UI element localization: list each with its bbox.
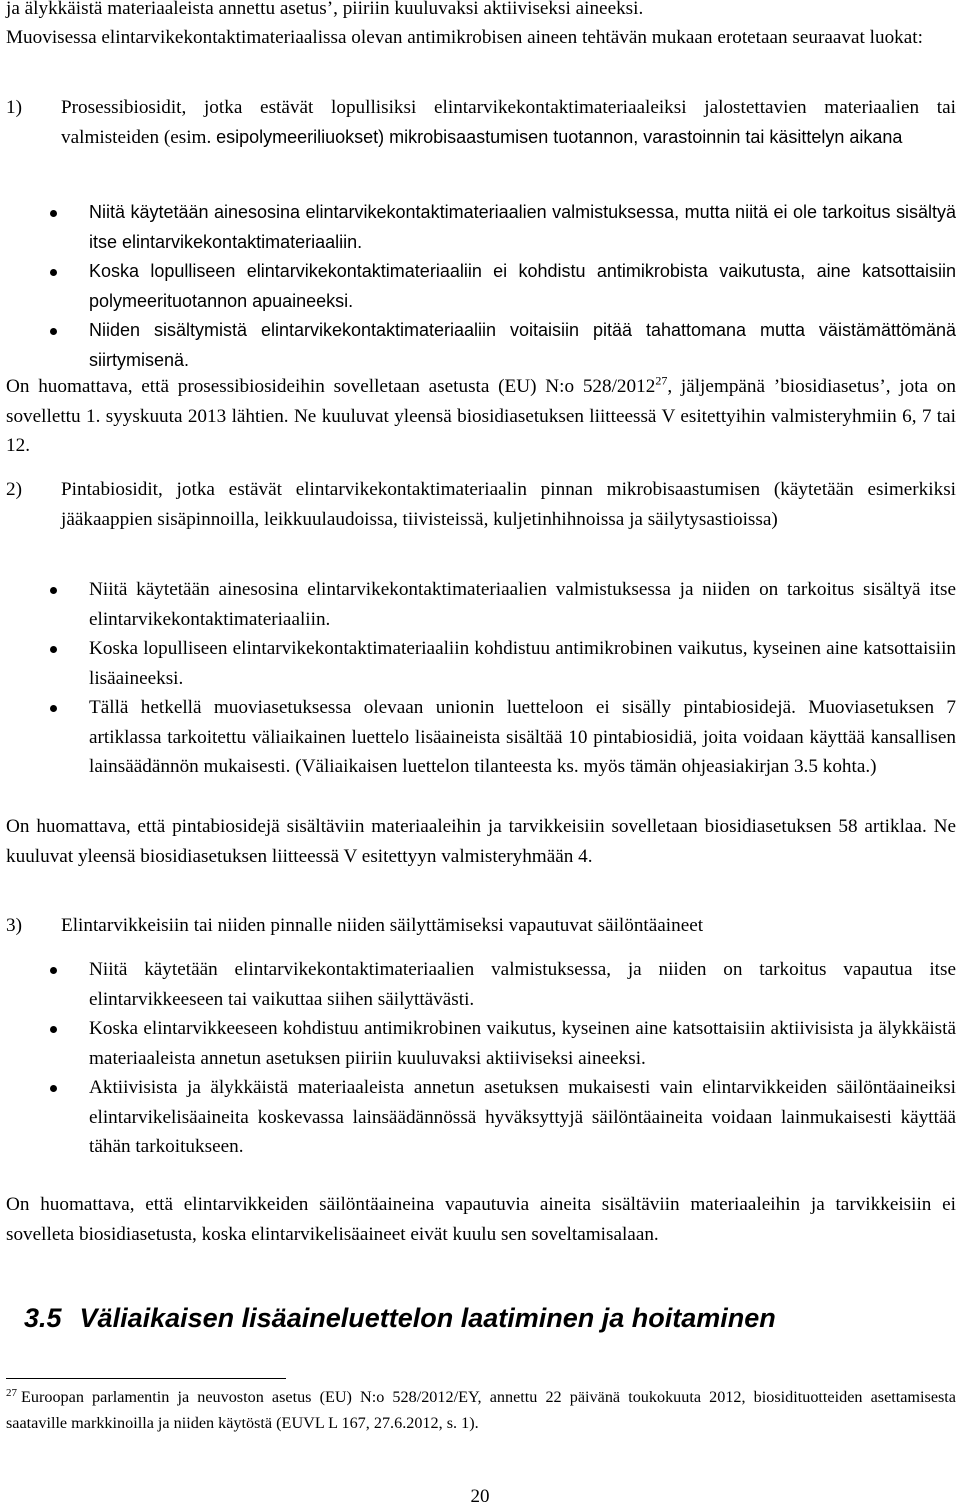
bullet-icon (50, 210, 57, 217)
bullet-icon (50, 1085, 57, 1092)
bullet-icon (50, 269, 57, 276)
bullet-icon (50, 587, 57, 594)
list-item-text: Koska elintarvikkeeseen kohdistuu antimikrobinen vaikutus, kyseinen aine katsottaisiin aktiivisista ja älykkäistä materiaaleista annetun asetuksen piiriin kuuluvaksi aktiiviseksi aineeksi. (89, 1018, 956, 1069)
list-item (0, 1014, 960, 1073)
section-heading (24, 1300, 776, 1336)
list-item (0, 316, 960, 375)
section-1 (6, 93, 956, 152)
list-item-text: Tällä hetkellä muoviasetuksessa olevaan unionin luetteloon ei sisälly pintabiosidejä. Muoviasetuksen 7 artiklassa tarkoitettu väliaikainen luettelo lisäaineista sisältää 10 pintabiosidiä, joita voidaan käyttää kansallisen lainsäädännön mukaisesti. (Väliaikaisen luettelon tilanteesta ks. myös tämän ohjeasiakirjan 3.5 kohta.) (89, 697, 956, 777)
list-item (0, 634, 960, 693)
list-item-text: Koska lopulliseen elintarvikekontaktimateriaaliin ei kohdistu antimikrobista vaikutusta, aine katsottaisiin polymeerituotannon apuaineeksi. (89, 261, 956, 311)
section-2-note-text: On huomattava, että pintabiosidejä sisältäviin materiaaleihin ja tarvikkeisiin sovelletaan biosidiasetuksen 58 artiklaa. Ne kuuluvat yleensä biosidiasetuksen liitteessä V esitettyyn valmisteryhmään 4. (6, 816, 956, 867)
list-item (0, 955, 960, 1014)
section-2-bullets (0, 575, 960, 782)
section-1-number: 1) (6, 97, 22, 118)
footnote-text: Euroopan parlamentin ja neuvoston asetus (EU) N:o 528/2012/EY, annettu 22 päivänä toukokuuta 2012, biosidituotteiden asettamisesta saataville markkinoilla ja niiden käytöstä (EUVL L 167, 27.6.2012, s. 1). (6, 1388, 956, 1432)
section-1-text-serif: Prosessibiosidit, jotka estävät lopullisiksi elintarvikekontaktimateriaaleiksi jalostettavien materiaalien tai valmisteiden (esim. (61, 97, 956, 148)
section-heading-number: 3.5 (24, 1303, 62, 1333)
section-3-text: Elintarvikkeisiin tai niiden pinnalle niiden säilyttämiseksi vapautuvat säilöntäaineet (61, 915, 704, 936)
section-1-note-before: On huomattava, että prosessibiosideihin sovelletaan asetusta (EU) N:o 528/2012 (6, 376, 656, 397)
section-3-bullets (0, 955, 960, 1162)
intro-line (6, 0, 956, 24)
bullet-icon (50, 705, 57, 712)
footnote-mark: 27 (6, 1386, 17, 1399)
bullet-icon (50, 967, 57, 974)
list-item (0, 1073, 960, 1162)
section-3-number: 3) (6, 915, 22, 936)
section-2 (6, 475, 956, 534)
section-1-text (61, 93, 956, 152)
intro-paragraph (6, 23, 956, 53)
footnote-divider (6, 1378, 286, 1379)
section-1-note (6, 372, 956, 461)
list-item-text: Niiden sisältymistä elintarvikekontaktimateriaaliin voitaisiin pitää tahattomana mutta väistämättömänä siirtymisenä. (89, 320, 956, 370)
list-item (0, 198, 960, 257)
footnote-reference[interactable]: 27 (655, 373, 668, 388)
section-2-note (6, 812, 956, 871)
list-item-text: Koska lopulliseen elintarvikekontaktimateriaaliin kohdistuu antimikrobinen vaikutus, kyseinen aine katsottaisiin lisäaineeksi. (89, 638, 956, 689)
intro-line-text: ja älykkäistä materiaaleista annettu asetus’, piiriin kuuluvaksi aktiiviseksi aineeksi. (6, 0, 644, 19)
section-3-note-text: On huomattava, että elintarvikkeiden säilöntäaineina vapautuvia aineita sisältäviin materiaaleihin ja tarvikkeisiin ei sovelleta biosidiasetusta, koska elintarvikelisäaineet eivät kuulu sen soveltamisalaan. (6, 1194, 956, 1245)
section-3 (6, 911, 956, 941)
section-heading-title: Väliaikaisen lisäaineluettelon laatiminen ja hoitaminen (79, 1303, 776, 1333)
section-2-number: 2) (6, 479, 22, 500)
list-item (0, 575, 960, 634)
section-2-text: Pintabiosidit, jotka estävät elintarvikekontaktimateriaalin pinnan mikrobisaastumisen (käytetään esimerkiksi jääkaappien sisäpinnoilla, leikkuulaudoissa, tiivisteissä, kuljetinhihnoissa ja säilytysastioissa) (61, 479, 956, 530)
list-item-text: Aktiivisista ja älykkäistä materiaaleista annetun asetuksen mukaisesti vain elintarvikkeiden säilöntäaineiksi elintarvikelisäaineita koskevassa lainsäädännössä hyväksyttyjä säilöntäaineita voidaan lainmukaisesti käyttää tähän tarkoitukseen. (89, 1077, 956, 1157)
list-item-text: Niitä käytetään ainesosina elintarvikekontaktimateriaalien valmistuksessa, mutta niitä ei ole tarkoitus sisältyä itse elintarvikekontaktimateriaaliin. (89, 202, 956, 252)
intro-paragraph-text: Muovisessa elintarvikekontaktimateriaalissa olevan antimikrobisen aineen tehtävän mukaan erotetaan seuraavat luokat: (6, 27, 923, 48)
list-item (0, 257, 960, 316)
section-1-text-sans: esipolymeeriliuokset) mikrobisaastumisen tuotannon, varastoinnin tai käsittelyn aikana (216, 126, 903, 147)
list-item-text: Niitä käytetään ainesosina elintarvikekontaktimateriaalien valmistuksessa ja niiden on tarkoitus sisältyä itse elintarvikekontaktimateriaaliin. (89, 579, 956, 630)
page-number: 20 (470, 1486, 490, 1507)
list-item-text: Niitä käytetään elintarvikekontaktimateriaalien valmistuksessa, ja niiden on tarkoitus vapautua itse elintarvikkeeseen tai vaikuttaa siihen säilyttävästi. (89, 959, 956, 1010)
list-item (0, 693, 960, 782)
section-1-note-after: , jäljempänä ’biosidiasetus’, jota on sovellettu 1. syyskuuta 2013 lähtien. Ne kuuluvat yleensä biosidiasetuksen liitteessä V esitettyihin valmisteryhmiin 6, 7 tai 12. (6, 376, 956, 456)
section-1-bullets (0, 198, 960, 375)
section-3-note (6, 1190, 956, 1249)
bullet-icon (50, 646, 57, 653)
footnote (6, 1384, 956, 1436)
bullet-icon (50, 328, 57, 335)
bullet-icon (50, 1026, 57, 1033)
